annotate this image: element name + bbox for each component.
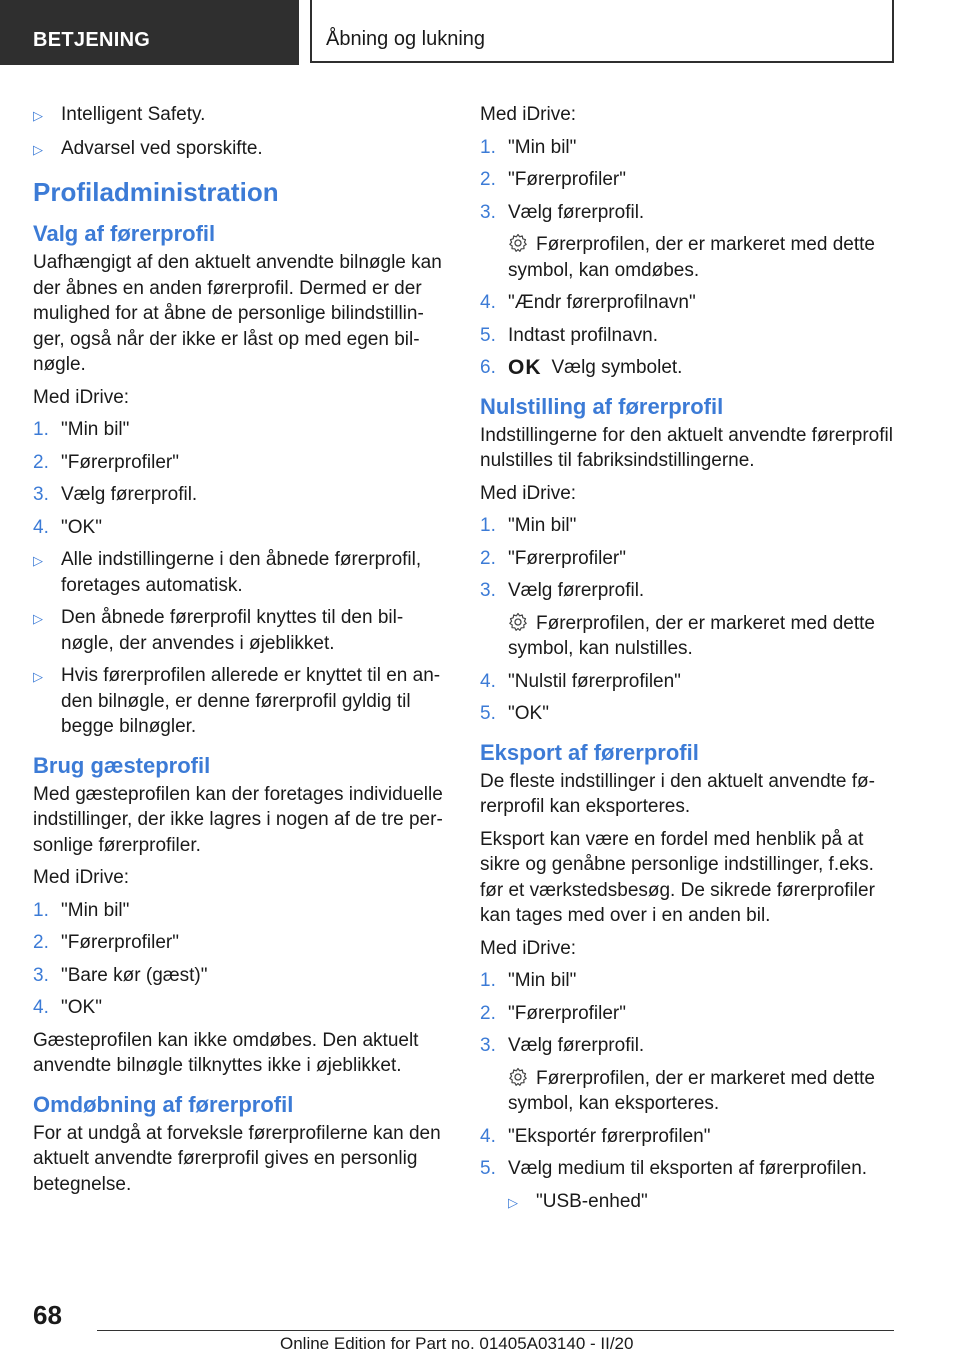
step: 2. "Førerprofiler" [33,451,179,473]
footer-edition: Online Edition for Part no. 01405A03140 - II/20 [280,1334,634,1353]
paragraph: For at undgå at forveksle førerprofilerne kan den aktuelt anvendte førerprofil gives en personlig betegnelse. [33,1122,441,1195]
step: 4. "OK" [33,997,102,1018]
section-tab [0,0,299,65]
step: 4. "Nulstil førerprofilen" [480,670,681,692]
step: 4. "Eksportér førerprofilen" [480,1125,711,1147]
idrive-label: Med iDrive: [33,867,130,888]
right-column [480,102,900,1222]
section-title: BETJENING [33,29,151,51]
heading-omdobning: Omdøbning af førerprofil [33,1091,294,1117]
idrive-label: Med iDrive: [480,937,577,959]
list-item: ▷ "USB-enhed" [508,1189,900,1216]
triangle-right-icon: ▷ [33,611,43,626]
gear-icon [508,1067,528,1087]
list-item: ▷ Intelligent Safety. [33,102,448,129]
page-number: 68 [33,1300,62,1330]
idrive-label: Med iDrive: [480,482,577,504]
chapter-tab [310,0,894,63]
paragraph: De fleste indstillinger i den aktuelt anvendte førerprofil kan eksporteres. [480,770,875,817]
step: 2. "Førerprofiler" [480,547,626,569]
step: 2. "Førerprofiler" [33,932,179,953]
paragraph: Eksport kan være en fordel med henblik på at sikre og genåbne personlige indstillinger, f.eks. før et værkstedsbesøg. De sikrede førerprofiler kan tages med over i en anden bil. [480,828,875,926]
step: 5. Vælg medium til eksporten af førerprofilen. [480,1158,868,1179]
idrive-label: Med iDrive: [480,104,577,125]
step: 3. "Bare kør (gæst)" [33,964,208,986]
step: 5. Indtast profilnavn. [480,324,658,346]
step: 3. Vælg førerprofil. [480,201,645,223]
step: 1. "Min bil" [33,419,130,440]
step: 1. "Min bil" [480,970,577,991]
ok-icon: OK [508,356,542,379]
footer-divider [97,1330,894,1331]
step: 3. Vælg førerprofil. [480,580,645,601]
list-item: ▷ Hvis førerprofilen allerede er knyttet til en anden bilnøgle, er denne førerprofil gyldig til begge bilnøgler. [33,663,448,740]
step-note: Førerprofilen, der er markeret med dette symbol, kan omdøbes. [508,234,875,281]
left-column [33,102,448,1204]
list-item: ▷ Den åbnede førerprofil knyttes til den bilnøgle, der anvendes i øjeblikket. [33,605,448,656]
step-note: Førerprofilen, der er markeret med dette symbol, kan nulstilles. [508,612,875,659]
paragraph: Med gæsteprofilen kan der foretages individuelle indstillinger, der ikke lagres i nogen af de tre personlige førerprofiler. [33,783,443,856]
step: 3. Vælg førerprofil. [480,1035,645,1056]
step: 1. "Min bil" [33,899,130,921]
triangle-right-icon: ▷ [33,141,43,157]
gear-icon [508,612,528,632]
heading-valg: Valg af førerprofil [33,221,216,246]
triangle-right-icon: ▷ [33,669,43,684]
heading-eksport: Eksport af førerprofil [480,739,699,765]
step: 4. "OK" [33,516,102,538]
step: 1. "Min bil" [480,136,577,158]
heading-gaesteprofil: Brug gæsteprofil [33,752,211,778]
idrive-label: Med iDrive: [33,386,130,408]
paragraph: Uafhængigt af den aktuelt anvendte bilnøgle kan der åbnes en anden førerprofil. Dermed er der mulighed for at åbne de personlige bilindstillinger, også når der ikke er låst op med egen bilnøgle. [33,252,442,375]
list-item: ▷ Advarsel ved sporskifte. [33,136,448,163]
list-item: ▷ Alle indstillingerne i den åbnede førerprofil, foretages automatisk. [33,547,448,598]
paragraph: Gæsteprofilen kan ikke omdøbes. Den aktuelt anvendte bilnøgle tilknyttes ikke i øjeblikket. [33,1029,419,1076]
step: 1. "Min bil" [480,515,577,536]
chapter-title: Åbning og lukning [326,28,486,50]
triangle-right-icon: ▷ [33,108,43,123]
triangle-right-icon: ▷ [33,553,43,568]
paragraph: Indstillingerne for den aktuelt anvendte førerprofil nulstilles til fabriksindstillingerne. [480,424,893,471]
gear-icon [508,233,528,253]
step: 2. "Førerprofiler" [480,1002,626,1024]
step: 6. OK Vælg symbolet. [480,356,683,379]
step: 4. "Ændr førerprofilnavn" [480,292,696,313]
triangle-right-icon: ▷ [508,1194,518,1210]
heading-profiladministration: Profiladministration [33,177,279,207]
step-note: Førerprofilen, der er markeret med dette symbol, kan eksporteres. [508,1067,875,1114]
step: 5. "OK" [480,703,549,724]
step: 3. Vælg førerprofil. [33,484,198,505]
step: 2. "Førerprofiler" [480,169,626,190]
heading-nulstilling: Nulstilling af førerprofil [480,393,724,419]
